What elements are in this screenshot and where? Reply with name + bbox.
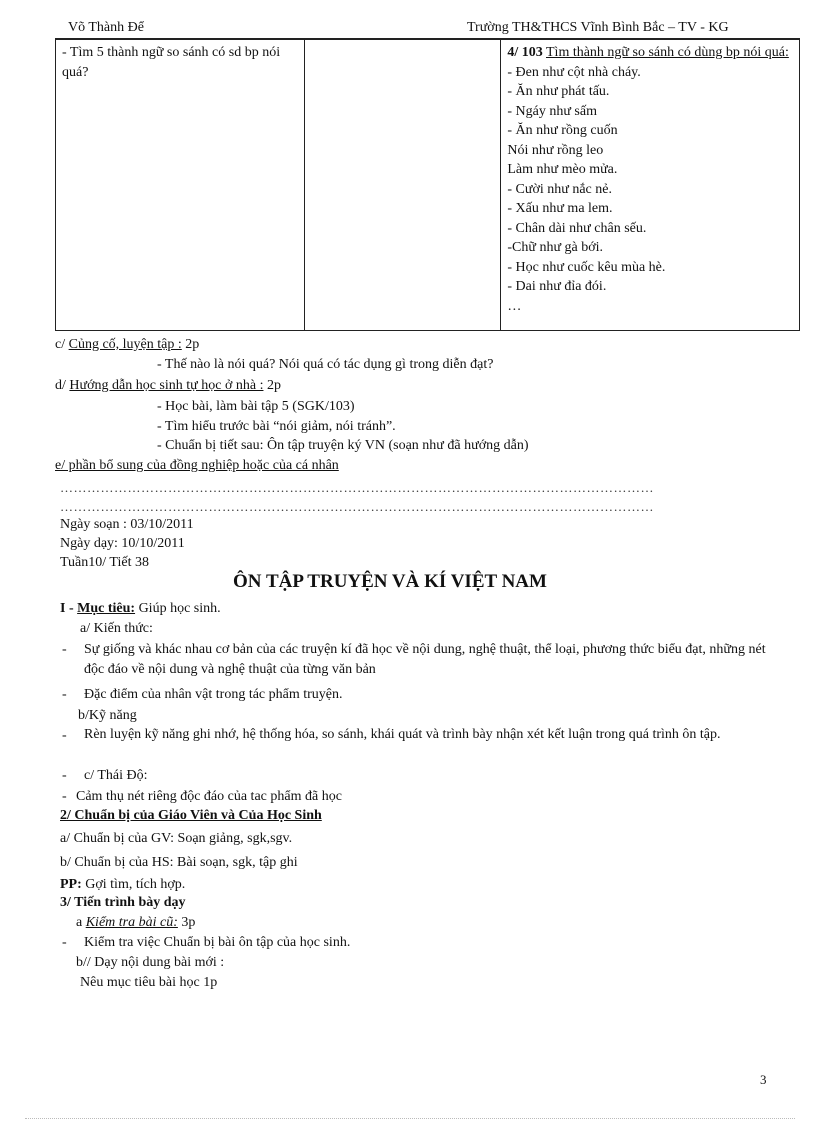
- method-text: Gợi tìm, tích hợp.: [85, 877, 186, 892]
- dotted-line: ……………………………………………………………………………………………………………………: [60, 480, 654, 495]
- answer-item: - Dai như đỉa đói.: [507, 279, 607, 294]
- objectives-label: Mục tiêu:: [77, 601, 136, 616]
- table-row: [56, 40, 800, 331]
- lesson-table: [55, 39, 800, 331]
- answer-item: - Đen như cột nhà cháy.: [507, 64, 641, 80]
- bullet-dash: -: [62, 789, 67, 804]
- answer-item: - Ngáy như sấm: [507, 103, 597, 119]
- section-d-item: - Học bài, làm bài tập 5 (SGK/103): [157, 399, 355, 414]
- bullet-dash: -: [62, 687, 67, 702]
- header-author: Võ Thành Để: [68, 20, 144, 35]
- check-prefix: a: [76, 915, 83, 930]
- check-line: [76, 914, 195, 932]
- bullet-dash: -: [62, 935, 67, 950]
- prep-date: Ngày soạn : 03/10/2011: [60, 517, 194, 532]
- check-time: 3p: [181, 915, 196, 930]
- section-c-label: Củng cố, luyện tập :: [68, 337, 182, 352]
- new-lesson-label: b// Dạy nội dung bài mới :: [76, 955, 225, 970]
- section-d-time: 2p: [266, 378, 281, 393]
- bullet-dash: -: [62, 728, 67, 743]
- question-text: - Tìm 5 thành ngữ so sánh có sd bp nói quá?: [62, 45, 281, 80]
- bullet-dash: -: [62, 768, 67, 783]
- dotted-line: ……………………………………………………………………………………………………………………: [60, 499, 654, 514]
- section-d-heading: [55, 377, 281, 395]
- objectives-heading: [60, 600, 221, 618]
- answer-heading-num: 4/ 103: [507, 45, 543, 60]
- section-c-prefix: c/: [55, 337, 66, 352]
- page-bottom-rule: [25, 1118, 795, 1119]
- answer-item: - Học như cuốc kêu mùa hè.: [507, 259, 666, 275]
- check-label: Kiểm tra bài cũ:: [85, 915, 178, 930]
- method-line: [60, 876, 185, 894]
- section-d-item: - Tìm hiểu trước bài “nói giảm, nói tránh”.: [157, 419, 396, 434]
- attitude-label: c/ Thái Độ:: [84, 768, 148, 783]
- preparation-heading: 2/ Chuẩn bị của Giáo Viên và Của Học Sinh: [60, 808, 322, 823]
- answer-item: - Chân dài như chân sếu.: [507, 220, 647, 236]
- week-period: Tuần10/ Tiết 38: [60, 555, 149, 570]
- method-label: PP:: [60, 877, 82, 892]
- answer-item: - Ăn như phát tấu.: [507, 84, 610, 99]
- answer-item: …: [507, 298, 522, 314]
- check-item: Kiểm tra việc Chuẩn bị bài ôn tập của học sinh.: [84, 935, 351, 950]
- section-d-item: - Chuẩn bị tiết sau: Ôn tập truyện ký VN (soạn như đã hướng dẫn): [157, 438, 529, 453]
- answer-item: -Chữ như gà bới.: [507, 240, 604, 255]
- section-d-prefix: d/: [55, 378, 66, 393]
- objectives-prefix: I -: [60, 601, 74, 616]
- section-c-item: - Thế nào là nói quá? Nói quá có tác dụng gì trong diễn đạt?: [157, 357, 494, 372]
- answer-item: Nói như rồng leo: [507, 142, 604, 158]
- skill-label: b/Kỹ năng: [78, 708, 137, 723]
- process-heading: 3/ Tiến trình bày dạy: [60, 895, 186, 910]
- section-d-label: Hướng dẫn học sinh tự học ở nhà :: [69, 378, 264, 393]
- answer-list: [507, 63, 793, 317]
- page-number: 3: [760, 1072, 767, 1087]
- empty-cell: [305, 40, 501, 331]
- knowledge-item: Sự giống và khác nhau cơ bản của các truyện kí đã học về nội dung, nghệ thuật, thể loại, phương thức biểu đạt, những nét độc đáo về nội dung và nghệ thuật của từng văn bản: [84, 642, 766, 677]
- knowledge-label: a/ Kiến thức:: [80, 621, 153, 636]
- student-prep: b/ Chuẩn bị của HS: Bài soạn, sgk, tập ghi: [60, 855, 298, 870]
- answer-item: Làm như mèo mửa.: [507, 162, 618, 177]
- teach-date: Ngày dạy: 10/10/2011: [60, 536, 185, 551]
- question-cell: [56, 40, 305, 331]
- answer-item: - Ăn như rồng cuốn: [507, 123, 618, 138]
- answer-item: - Cười như nắc nẻ.: [507, 181, 612, 197]
- header-school: Trường TH&THCS Vĩnh Bình Bắc – TV - KG: [467, 20, 729, 35]
- answer-cell: [501, 40, 800, 331]
- attitude-item: Cảm thụ nét riêng độc đáo của tac phẩm đã học: [76, 789, 342, 804]
- lesson-goal: Nêu mục tiêu bài học 1p: [80, 975, 218, 990]
- teacher-prep: a/ Chuẩn bị của GV: Soạn giảng, sgk,sgv.: [60, 831, 293, 846]
- bullet-dash: -: [62, 642, 67, 657]
- knowledge-item: Đặc điểm của nhân vật trong tác phẩm truyện.: [84, 687, 343, 702]
- objectives-intro: Giúp học sinh.: [138, 601, 221, 616]
- section-e-label: e/ phần bổ sung của đồng nghiệp hoặc của cá nhân: [55, 458, 339, 473]
- section-c-time: 2p: [185, 337, 200, 352]
- skill-item: Rèn luyện kỹ năng ghi nhớ, hệ thống hóa, so sánh, khái quát và trình bày nhận xét kết luận trong quá trình ôn tập.: [84, 727, 721, 742]
- answer-heading-text: Tìm thành ngữ so sánh có dùng bp nói quá:: [546, 45, 789, 60]
- page-title: ÔN TẬP TRUYỆN VÀ KÍ VIỆT NAM: [233, 571, 547, 592]
- answer-item: - Xấu như ma lem.: [507, 201, 613, 216]
- answer-heading: [507, 43, 793, 63]
- section-c-heading: [55, 336, 199, 354]
